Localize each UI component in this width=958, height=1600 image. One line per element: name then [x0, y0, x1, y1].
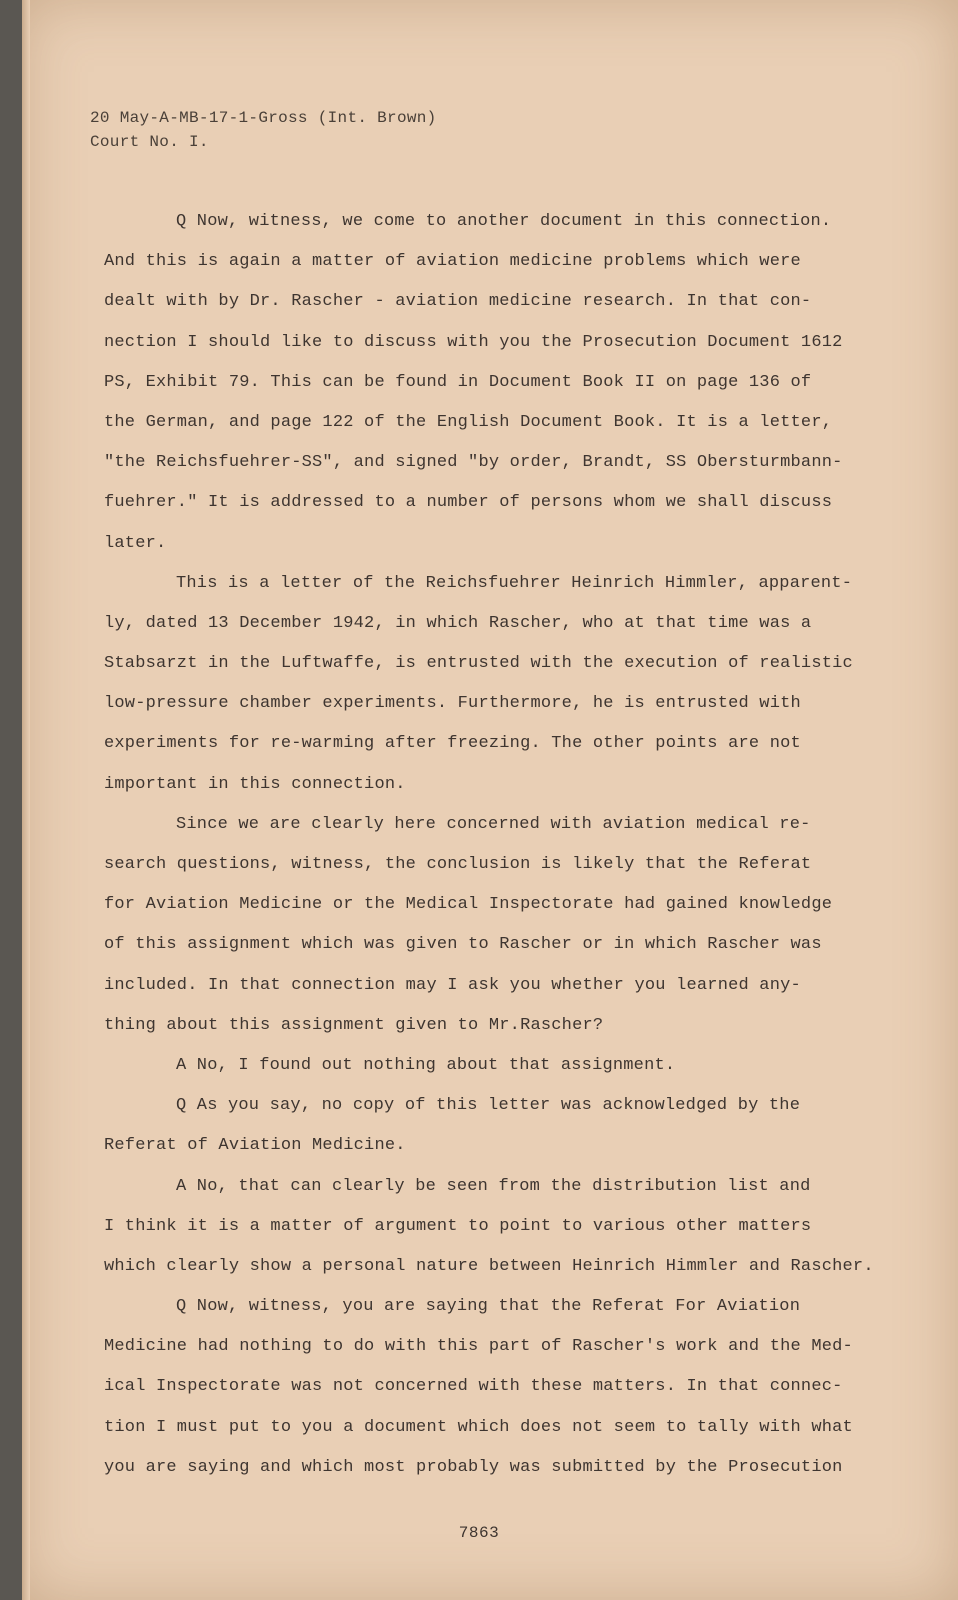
transcript-line: for Aviation Medicine or the Medical Inspectorate had gained knowledge — [104, 895, 833, 915]
transcript-line: you are saying and which most probably was submitted by the Prosecution — [104, 1457, 843, 1477]
transcript-line: Referat of Aviation Medicine. — [104, 1136, 406, 1156]
transcript-line: thing about this assignment given to Mr.Rascher? — [104, 1015, 604, 1035]
transcript-line: Medicine had nothing to do with this part of Rascher's work and the Med- — [104, 1337, 853, 1357]
transcript-line: experiments for re-warming after freezing. The other points are not — [104, 734, 801, 754]
transcript-line: This is a letter of the Reichsfuehrer Heinrich Himmler, apparent- — [176, 573, 853, 593]
transcript-line: of this assignment which was given to Rascher or in which Rascher was — [104, 935, 822, 955]
transcript-line: fuehrer." It is addressed to a number of persons whom we shall discuss — [104, 493, 833, 513]
transcript-line: later. — [104, 533, 167, 553]
document-header — [90, 106, 437, 154]
transcript-line: nection I should like to discuss with you the Prosecution Document 1612 — [104, 332, 843, 352]
transcript-line: dealt with by Dr. Rascher - aviation medicine research. In that con- — [104, 292, 812, 312]
transcript-line: Since we are clearly here concerned with aviation medical re- — [176, 814, 811, 834]
transcript-line: PS, Exhibit 79. This can be found in Document Book II on page 136 of — [104, 372, 812, 392]
transcript-line: Q As you say, no copy of this letter was acknowledged by the — [176, 1096, 801, 1116]
transcript-line: which clearly show a personal nature between Heinrich Himmler and Rascher. — [104, 1256, 874, 1276]
transcript-line: Q Now, witness, you are saying that the Referat For Aviation — [176, 1297, 801, 1317]
transcript-line: And this is again a matter of aviation medicine problems which were — [104, 252, 801, 272]
header-reference: 20 May-A-MB-17-1-Gross (Int. Brown) — [90, 109, 437, 127]
transcript-line: "the Reichsfuehrer-SS", and signed "by order, Brandt, SS Obersturmbann- — [104, 453, 843, 473]
transcript-line: Stabsarzt in the Luftwaffe, is entrusted with the execution of realistic — [104, 654, 853, 674]
transcript-body — [104, 202, 874, 1488]
transcript-line: Q Now, witness, we come to another document in this connection. — [176, 212, 832, 231]
transcript-line: A No, that can clearly be seen from the distribution list and — [176, 1176, 811, 1196]
transcript-line: ical Inspectorate was not concerned with these matters. In that connec- — [104, 1377, 843, 1397]
transcript-line: search questions, witness, the conclusion is likely that the Referat — [104, 855, 812, 874]
transcript-line: ly, dated 13 December 1942, in which Rascher, who at that time was a — [104, 613, 812, 633]
page-edge — [22, 0, 30, 1600]
transcript-line: important in this connection. — [104, 774, 406, 794]
transcript-line: A No, I found out nothing about that assignment. — [176, 1055, 676, 1075]
page-number: 7863 — [458, 1524, 500, 1542]
transcript-line: low-pressure chamber experiments. Furthermore, he is entrusted with — [104, 694, 801, 714]
header-court: Court No. I. — [90, 133, 209, 151]
transcript-line: I think it is a matter of argument to point to various other matters — [104, 1216, 812, 1236]
transcript-line: included. In that connection may I ask you whether you learned any- — [104, 975, 801, 995]
transcript-line: tion I must put to you a document which does not seem to tally with what — [104, 1417, 853, 1437]
transcript-line: the German, and page 122 of the English Document Book. It is a letter, — [104, 412, 833, 432]
